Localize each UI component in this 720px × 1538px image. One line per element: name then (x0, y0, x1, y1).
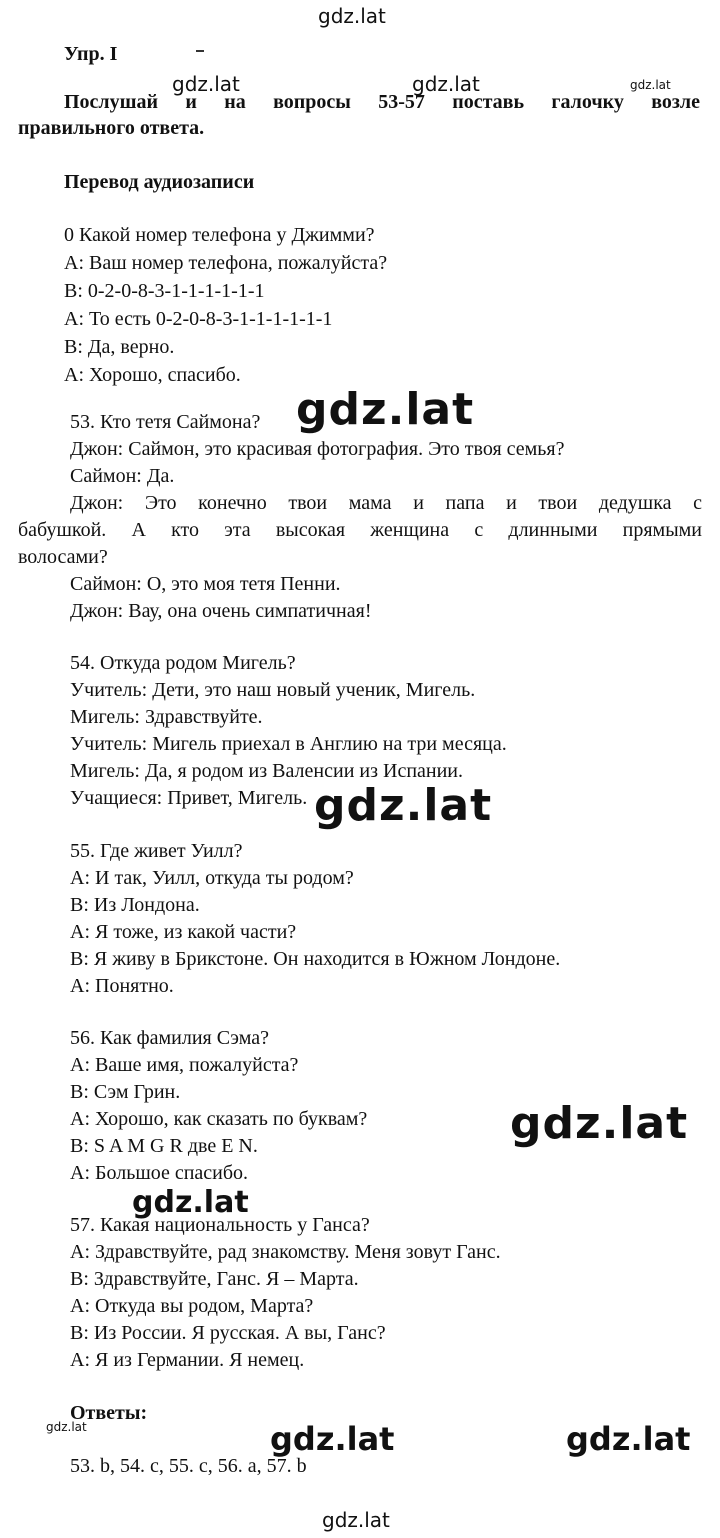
watermark: gdz.lat (296, 384, 475, 435)
watermark: gdz.lat (322, 1508, 390, 1532)
dialogue-line: B: Сэм Грин. (70, 1081, 181, 1103)
dialogue-line: A: Я тоже, из какой части? (70, 921, 297, 943)
watermark: gdz.lat (566, 1420, 691, 1458)
dialogue-line: Саймон: Да. (70, 465, 175, 487)
dialogue-line: B: Я живу в Брикстоне. Он находится в Южном Лондоне. (70, 948, 561, 970)
question-56: 56. Как фамилия Сэма? (70, 1027, 270, 1049)
dialogue-line: B: Да, верно. (64, 336, 175, 358)
dialogue-line: волосами? (18, 546, 108, 568)
dialogue-line: бабушкой. А кто эта высокая женщина с длинными прямыми (18, 519, 702, 541)
dialogue-line: B: Здравствуйте, Ганс. Я – Марта. (70, 1268, 359, 1290)
dialogue-line: A: То есть 0-2-0-8-3-1-1-1-1-1-1 (64, 308, 333, 330)
dialogue-line: Джон: Саймон, это красивая фотография. Это твоя семья? (70, 438, 565, 460)
dialogue-line: B: Из Лондона. (70, 894, 200, 916)
question-53: 53. Кто тетя Саймона? (70, 411, 261, 433)
watermark: gdz.lat (172, 72, 240, 96)
instruction-line-2: правильного ответа. (18, 117, 205, 139)
dialogue-line: A: Здравствуйте, рад знакомству. Меня зовут Ганс. (70, 1241, 501, 1263)
question-57: 57. Какая национальность у Ганса? (70, 1214, 370, 1236)
answers-title: Ответы: (70, 1402, 148, 1424)
dialogue-line: B: S A M G R две E N. (70, 1135, 258, 1157)
dialogue-line: A: Откуда вы родом, Марта? (70, 1295, 314, 1317)
stray-mark (196, 50, 204, 52)
dialogue-line: Мигель: Здравствуйте. (70, 706, 263, 728)
dialogue-line: Учитель: Мигель приехал в Англию на три месяца. (70, 733, 507, 755)
dialogue-line: Учитель: Дети, это наш новый ученик, Мигель. (70, 679, 476, 701)
instruction-line-1: Послушай и на вопросы 53-57 поставь галочку возле (64, 91, 700, 113)
dialogue-line: Учащиеся: Привет, Мигель. (70, 787, 308, 809)
dialogue-line: A: Хорошо, спасибо. (64, 364, 241, 386)
transcript-title: Перевод аудиозаписи (64, 171, 255, 193)
dialogue-line: A: Ваш номер телефона, пожалуйста? (64, 252, 388, 274)
dialogue-line: Джон: Вау, она очень симпатичная! (70, 600, 372, 622)
dialogue-line: A: Большое спасибо. (70, 1162, 249, 1184)
dialogue-line: B: 0-2-0-8-3-1-1-1-1-1-1 (64, 280, 265, 302)
dialogue-line: A: И так, Уилл, откуда ты родом? (70, 867, 354, 889)
question-54: 54. Откуда родом Мигель? (70, 652, 296, 674)
watermark: gdz.lat (270, 1420, 395, 1458)
watermark: gdz.lat (318, 4, 386, 28)
watermark: gdz.lat (630, 78, 671, 92)
watermark: gdz.lat (412, 72, 480, 96)
watermark: gdz.lat (314, 780, 493, 831)
question-55: 55. Где живет Уилл? (70, 840, 243, 862)
watermark: gdz.lat (510, 1098, 689, 1149)
dialogue-line: A: Понятно. (70, 975, 174, 997)
dialogue-line: Мигель: Да, я родом из Валенсии из Испании. (70, 760, 464, 782)
dialogue-line: A: Хорошо, как сказать по буквам? (70, 1108, 368, 1130)
dialogue-line: B: Из России. Я русская. А вы, Ганс? (70, 1322, 386, 1344)
dialogue-line: A: Ваше имя, пожалуйста? (70, 1054, 299, 1076)
watermark: gdz.lat (132, 1185, 249, 1220)
answers-text: 53. b, 54. c, 55. c, 56. a, 57. b (70, 1455, 307, 1477)
dialogue-line: A: Я из Германии. Я немец. (70, 1349, 305, 1371)
question-0: 0 Какой номер телефона у Джимми? (64, 224, 375, 246)
dialogue-line: Джон: Это конечно твои мама и папа и твои дедушка с (70, 492, 702, 514)
watermark: gdz.lat (46, 1420, 87, 1434)
exercise-number: Упр. I (64, 43, 118, 65)
dialogue-line: Саймон: О, это моя тетя Пенни. (70, 573, 341, 595)
